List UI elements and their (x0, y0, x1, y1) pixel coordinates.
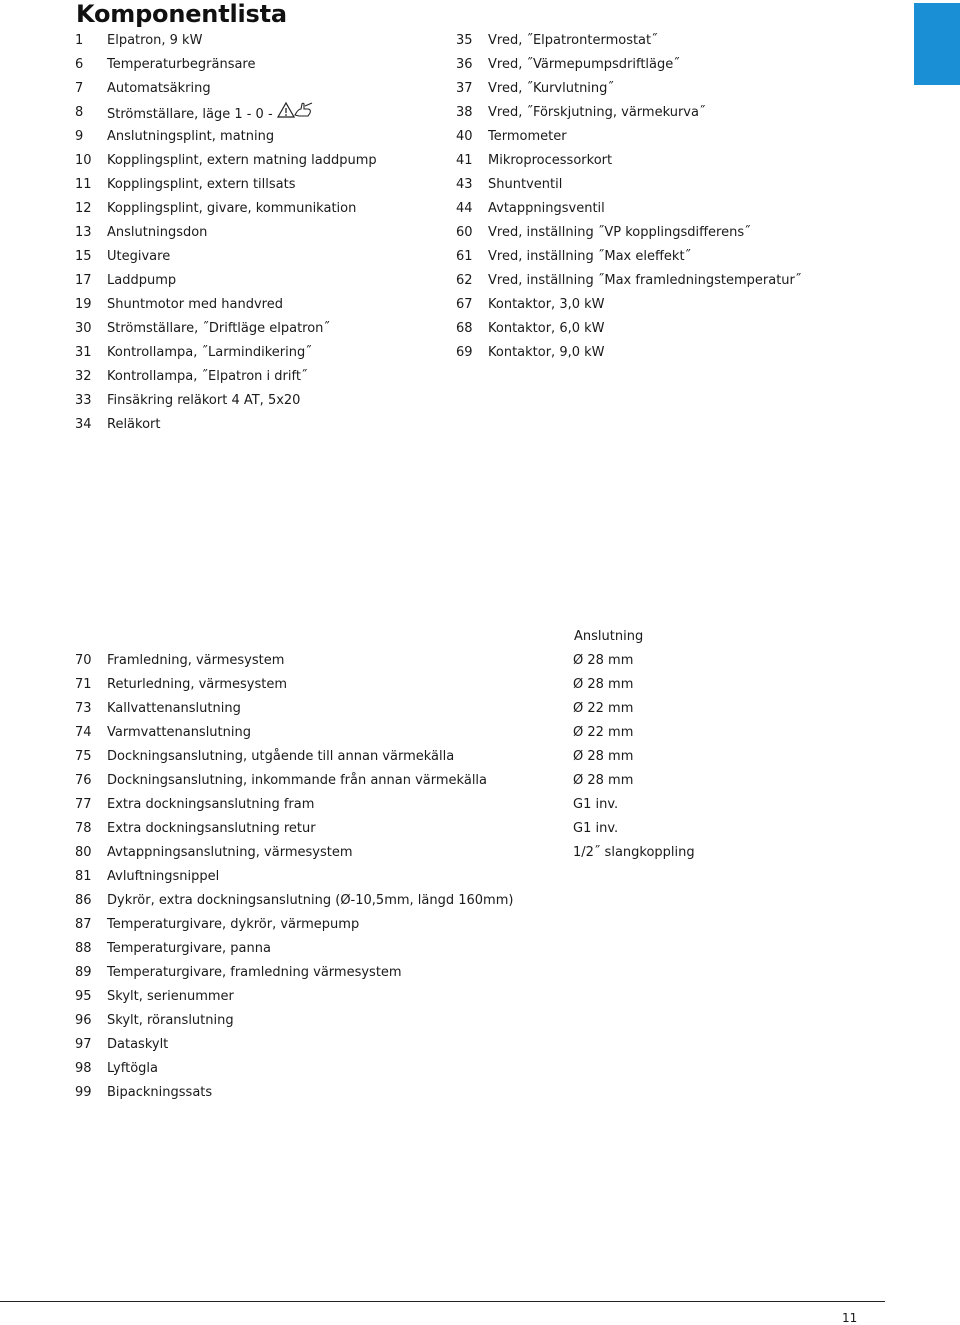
item-label-text: Skylt, serienummer (107, 989, 234, 1004)
item-label-text: Utegivare (107, 249, 171, 264)
item-label-text: Reläkort (107, 417, 161, 432)
item-label-text: Bipackningssats (107, 1085, 213, 1100)
item-number: 31 (75, 345, 92, 360)
item-label (488, 125, 567, 149)
item-label (107, 697, 241, 721)
item-number: 97 (75, 1037, 92, 1052)
item-label-text: Vred, ˝Kurvlutning˝ (488, 81, 614, 96)
item-label-text: Dataskylt (107, 1037, 169, 1052)
item-label (107, 317, 330, 341)
blue-page-tab (914, 3, 960, 85)
item-number: 41 (456, 153, 473, 168)
item-label-text: Vred, ˝Elpatrontermostat˝ (488, 33, 658, 48)
item-label (107, 1033, 168, 1057)
item-number: 68 (456, 321, 473, 336)
item-label-text: Kontrollampa, ˝Elpatron i drift˝ (107, 369, 308, 384)
item-label-text: Dockningsanslutning, inkommande från annan värmekälla (107, 773, 488, 788)
item-label (107, 961, 402, 985)
item-number: 89 (75, 965, 92, 980)
item-label (488, 317, 605, 341)
item-label (107, 365, 307, 389)
item-label (107, 101, 315, 128)
item-number: 37 (456, 81, 473, 96)
item-label-text: Termometer (488, 129, 567, 144)
item-number: 62 (456, 273, 473, 288)
item-label-text: Kontrollampa, ˝Larmindikering˝ (107, 345, 312, 360)
item-number: 12 (75, 201, 92, 216)
item-label-text: Dockningsanslutning, utgående till annan värmekälla (107, 749, 455, 764)
item-number: 11 (75, 177, 92, 192)
item-label (107, 149, 377, 173)
item-number: 96 (75, 1013, 92, 1028)
item-label-text: Kopplingsplint, extern matning laddpump (107, 153, 377, 168)
item-number: 9 (75, 129, 84, 144)
item-number: 38 (456, 105, 473, 120)
item-label (488, 173, 562, 197)
item-label-text: Lyftögla (107, 1061, 158, 1076)
item-number: 60 (456, 225, 473, 240)
item-label-text: Finsäkring reläkort 4 AT, 5x20 (107, 393, 301, 408)
item-number: 30 (75, 321, 92, 336)
item-label (488, 53, 680, 77)
item-number: 74 (75, 725, 92, 740)
item-number: 70 (75, 653, 92, 668)
item-label (107, 913, 359, 937)
item-label-text: Skylt, röranslutning (107, 1013, 234, 1028)
item-connection: Ø 28 mm (573, 677, 634, 692)
item-number: 87 (75, 917, 92, 932)
warning-hand-icon (277, 101, 315, 128)
item-number: 77 (75, 797, 92, 812)
item-label-text: Shuntventil (488, 177, 563, 192)
item-label (107, 77, 211, 101)
item-number: 34 (75, 417, 92, 432)
item-connection: G1 inv. (573, 821, 619, 836)
item-label-text: Vred, ˝Förskjutning, värmekurva˝ (488, 105, 706, 120)
item-label (107, 341, 312, 365)
item-label-text: Vred, inställning ˝Max eleffekt˝ (488, 249, 692, 264)
item-label (107, 245, 170, 269)
item-number: 8 (75, 105, 84, 120)
item-label (107, 293, 283, 317)
item-number: 69 (456, 345, 473, 360)
item-label-text: Avtappningsanslutning, värmesystem (107, 845, 353, 860)
item-connection: Ø 28 mm (573, 653, 634, 668)
item-connection: Ø 22 mm (573, 725, 634, 740)
item-label-text: Kontaktor, 3,0 kW (488, 297, 605, 312)
item-number: 33 (75, 393, 92, 408)
item-number: 40 (456, 129, 473, 144)
item-label (107, 1081, 212, 1105)
item-number: 6 (75, 57, 84, 72)
item-label (107, 769, 487, 793)
item-label-text: Anslutningsdon (107, 225, 208, 240)
item-label (107, 1009, 234, 1033)
item-number: 95 (75, 989, 92, 1004)
item-label (107, 937, 271, 961)
item-label (488, 341, 605, 365)
item-label (107, 1057, 158, 1081)
connection-header: Anslutning (574, 629, 644, 644)
item-number: 36 (456, 57, 473, 72)
item-number: 44 (456, 201, 473, 216)
item-label (107, 221, 207, 245)
item-label (107, 197, 356, 221)
item-label-text: Kopplingsplint, givare, kommunikation (107, 201, 357, 216)
item-number: 78 (75, 821, 92, 836)
item-connection: G1 inv. (573, 797, 619, 812)
page-number: 11 (842, 1311, 858, 1325)
item-label-text: Laddpump (107, 273, 177, 288)
item-label (488, 77, 614, 101)
item-label-text: Temperaturbegränsare (107, 57, 256, 72)
item-label-text: Vred, ˝Värmepumpsdriftläge˝ (488, 57, 680, 72)
footer-divider (0, 1301, 885, 1302)
item-connection: 1/2˝ slangkoppling (573, 845, 695, 860)
item-number: 43 (456, 177, 473, 192)
item-number: 71 (75, 677, 92, 692)
item-label (107, 269, 176, 293)
item-number: 86 (75, 893, 92, 908)
item-number: 73 (75, 701, 92, 716)
item-number: 32 (75, 369, 92, 384)
item-label (107, 817, 316, 841)
item-label-text: Shuntmotor med handvred (107, 297, 283, 312)
item-number: 19 (75, 297, 92, 312)
item-label-text: Vred, inställning ˝VP kopplingsdifferens˝ (488, 225, 751, 240)
item-number: 10 (75, 153, 92, 168)
item-number: 35 (456, 33, 473, 48)
item-label-text: Anslutningsplint, matning (107, 129, 275, 144)
item-label (488, 149, 612, 173)
item-label (488, 197, 605, 221)
item-connection: Ø 28 mm (573, 749, 634, 764)
item-label-text: Avluftningsnippel (107, 869, 220, 884)
item-number: 7 (75, 81, 84, 96)
item-label-text: Extra dockningsanslutning fram (107, 797, 315, 812)
item-label (107, 29, 202, 53)
item-label (107, 745, 454, 769)
item-label (488, 245, 691, 269)
item-number: 76 (75, 773, 92, 788)
item-label (107, 673, 287, 697)
item-label (488, 269, 801, 293)
item-label (488, 101, 705, 125)
page-title: Komponentlista (76, 0, 287, 28)
item-label-text: Elpatron, 9 kW (107, 33, 203, 48)
item-label-text: Automatsäkring (107, 81, 211, 96)
item-number: 75 (75, 749, 92, 764)
item-label (107, 125, 274, 149)
item-label (107, 865, 219, 889)
item-label-text: Strömställare, ˝Driftläge elpatron˝ (107, 321, 330, 336)
item-label-text: Strömställare, läge 1 - 0 - (107, 107, 273, 122)
item-label-text: Kallvattenanslutning (107, 701, 241, 716)
item-label (107, 53, 255, 77)
item-label-text: Framledning, värmesystem (107, 653, 285, 668)
item-label-text: Extra dockningsanslutning retur (107, 821, 316, 836)
item-label (488, 293, 605, 317)
item-label (107, 173, 296, 197)
item-number: 67 (456, 297, 473, 312)
item-label (107, 985, 234, 1009)
item-label-text: Vred, inställning ˝Max framledningstemperatur˝ (488, 273, 802, 288)
item-label-text: Kontaktor, 9,0 kW (488, 345, 605, 360)
item-number: 1 (75, 33, 84, 48)
item-label-text: Mikroprocessorkort (488, 153, 613, 168)
item-label-text: Avtappningsventil (488, 201, 605, 216)
item-label (107, 793, 314, 817)
item-number: 99 (75, 1085, 92, 1100)
item-number: 17 (75, 273, 92, 288)
item-label-text: Temperaturgivare, framledning värmesystem (107, 965, 402, 980)
item-label (107, 889, 513, 913)
item-label (107, 721, 251, 745)
item-connection: Ø 22 mm (573, 701, 634, 716)
item-number: 88 (75, 941, 92, 956)
item-number: 81 (75, 869, 92, 884)
item-label-text: Varmvattenanslutning (107, 725, 251, 740)
item-label (488, 221, 751, 245)
item-number: 98 (75, 1061, 92, 1076)
item-label (107, 413, 161, 437)
item-label (107, 649, 284, 673)
item-label-text: Dykrör, extra dockningsanslutning (Ø-10,5mm, längd 160mm) (107, 893, 514, 908)
item-label-text: Temperaturgivare, dykrör, värmepump (107, 917, 360, 932)
item-connection: Ø 28 mm (573, 773, 634, 788)
item-number: 13 (75, 225, 92, 240)
item-label-text: Returledning, värmesystem (107, 677, 288, 692)
item-label (488, 29, 658, 53)
item-number: 15 (75, 249, 92, 264)
item-number: 80 (75, 845, 92, 860)
item-label-text: Kopplingsplint, extern tillsats (107, 177, 296, 192)
item-label (107, 389, 300, 413)
item-number: 61 (456, 249, 473, 264)
item-label (107, 841, 352, 865)
item-label-text: Kontaktor, 6,0 kW (488, 321, 605, 336)
item-label-text: Temperaturgivare, panna (107, 941, 271, 956)
